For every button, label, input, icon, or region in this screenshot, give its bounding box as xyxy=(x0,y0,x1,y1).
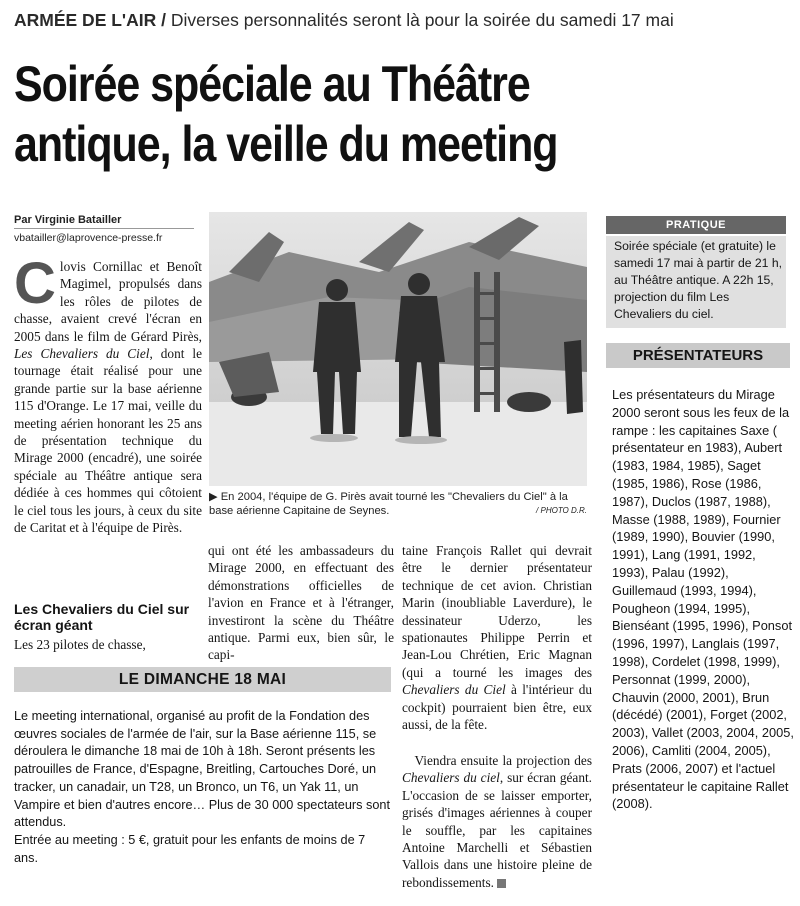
byline-email: vbatailler@laprovence-presse.fr xyxy=(14,232,163,244)
dimanche-paragraph-1: Le meeting international, organisé au profit de la Fondation des œuvres sociales de l'armée de l'air, sur la Base aérienne 115, se déroulera le dimanche 18 mai de 10h à 18h. Seront présents les patrouilles de France, d'Espagne, Breitling, Cartouches Doré, un tracker, un canadair, un T28, un Bronco, un T6, un Yak 11, un Vampire et bien d'autres encore… Plus de 30 000 spectateurs sont attendus. xyxy=(14,709,390,830)
article-column-2: qui ont été les ambassadeurs du Mirage 2000, en effectuant des démonstrations officielles de l'avion en France et à l'étranger, investiront la scène du Théâtre antique. Parmi eux, bien sûr, le capi- xyxy=(208,543,394,663)
headline xyxy=(14,54,788,174)
col1-film-title: Les Chevaliers du Ciel xyxy=(14,346,150,362)
col3-text-d: , sur écran géant. L'occasion de se laisser emporter, grisés d'images aériennes à couper le souffle, par les capitaines Antoine Marchelli et Sébastien Vallois dans une histoire pleine de rebondissements. xyxy=(402,770,593,890)
pratique-title: PRATIQUE xyxy=(606,216,786,234)
dimanche-paragraph-2: Entrée au meeting : 5 €, gratuit pour les enfants de moins de 7 ans. xyxy=(14,832,366,865)
presentateurs-title: PRÉSENTATEURS xyxy=(606,343,790,368)
col3-text-a: taine François Rallet qui devrait être le dernier présentateur technique de cet avion. Christian Marin (inoubliable Laverdure), le dessinateur Uderzo, les spationautes Philippe Perrin et Jean-Lou Chrétien, Eric Magnan (qui a tourné les images des xyxy=(402,543,592,680)
article-column-1-continued: Les 23 pilotes de chasse, xyxy=(14,637,146,652)
col3-text-b: à l'intérieur du cockpit) pourraient bien être, eux aussi, de la fête. xyxy=(402,682,592,733)
col1-text: lovis Cornillac et Benoît Magimel, propulsés dans les rôles de pilotes de chasse, avaient crevé l'écran en 2005 dans le film de Gérard Pirès, xyxy=(14,259,202,344)
headline-line-2: antique, la veille du meeting xyxy=(14,116,558,172)
photo-credit: / PHOTO D.R. xyxy=(536,506,587,515)
kicker-separator: / xyxy=(156,10,171,30)
article-column-3-continued xyxy=(402,752,592,891)
dimanche-title: LE DIMANCHE 18 MAI xyxy=(14,667,391,692)
dimanche-box xyxy=(14,708,390,867)
caption-text: En 2004, l'équipe de G. Pirès avait tourné les "Chevaliers du Ciel" à la base aérienne Capitaine de Seynes. xyxy=(209,491,568,517)
pratique-text: Soirée spéciale (et gratuite) le samedi 17 mai à partir de 21 h, au Théâtre antique. A 22h 15, projection du film Les Chevaliers du ciel. xyxy=(614,239,783,321)
photo-caption: ▶ En 2004, l'équipe de G. Pirès avait tourné les "Chevaliers du Ciel" à la base aérienne Capitaine de Seynes. / PHOTO D.R. xyxy=(209,491,587,517)
kicker-text: Diverses personnalités seront là pour la soirée du samedi 17 mai xyxy=(170,10,674,30)
article-column-3 xyxy=(402,542,592,733)
byline-divider xyxy=(14,228,194,229)
article-column-1 xyxy=(14,251,202,537)
article-photo xyxy=(209,212,587,486)
col3-film-title-2: Chevaliers du ciel xyxy=(402,770,500,786)
col3-film-title: Chevaliers du Ciel xyxy=(402,682,506,698)
headline-line-1: Soirée spéciale au Théâtre xyxy=(14,56,530,112)
byline-author: Par Virginie Batailler xyxy=(14,214,122,226)
drop-cap: C xyxy=(14,251,56,316)
presentateurs-text: Les présentateurs du Mirage 2000 seront sous les feux de la rampe : les capitaines Saxe ( présentateur en 1983), Aubert (1983, 1984, 1985), Saget (1985, 1986), Rose (1986, 1987), Duclos (1987, 1988), Masse (1988, 1989), Fournier (1989, 1990), Bouvier (1990, 1991), Lang (1991, 1992, 1993), Palau (1992), Guillemaud (1993, 1994), Pougheon (1994, 1995), Bienséant (1995, 1996), Ponsot (1996, 1997), Langlais (1997, 1998), Cordelet (1998, 1999), Personnat (1999, 2000), Chauvin (2000, 2001), Brun (décédé) (2001), Forget (2002, 2003), Vallet (2003, 2004, 2005, 2006), Camliti (2004, 2005), Prats (2006, 2007) et l'actuel présentateur le capitaine Rallet (2008). xyxy=(612,387,794,812)
kicker xyxy=(14,10,790,31)
subhead: Les Chevaliers du Ciel sur écran géant xyxy=(14,601,190,633)
col1-text-2: , dont le tournage était réalisé pour une grande partie sur la base aérienne 115 d'Orange. Le 17 mai, veille du meeting aérien honorant les 25 ans de présentation technique du Mirage 2000 (encadré), une soirée spéciale au Théâtre antique sera dédiée à ces hommes qui côtoient le ciel tous les jours, à ceux du site de Caritat et à l'équipe de Pirès. xyxy=(14,346,202,536)
col3-text-c: Viendra ensuite la projection des xyxy=(414,753,592,768)
kicker-section: ARMÉE DE L'AIR xyxy=(14,10,157,30)
end-mark-icon xyxy=(497,879,506,888)
pilots-jets-image xyxy=(209,212,587,486)
